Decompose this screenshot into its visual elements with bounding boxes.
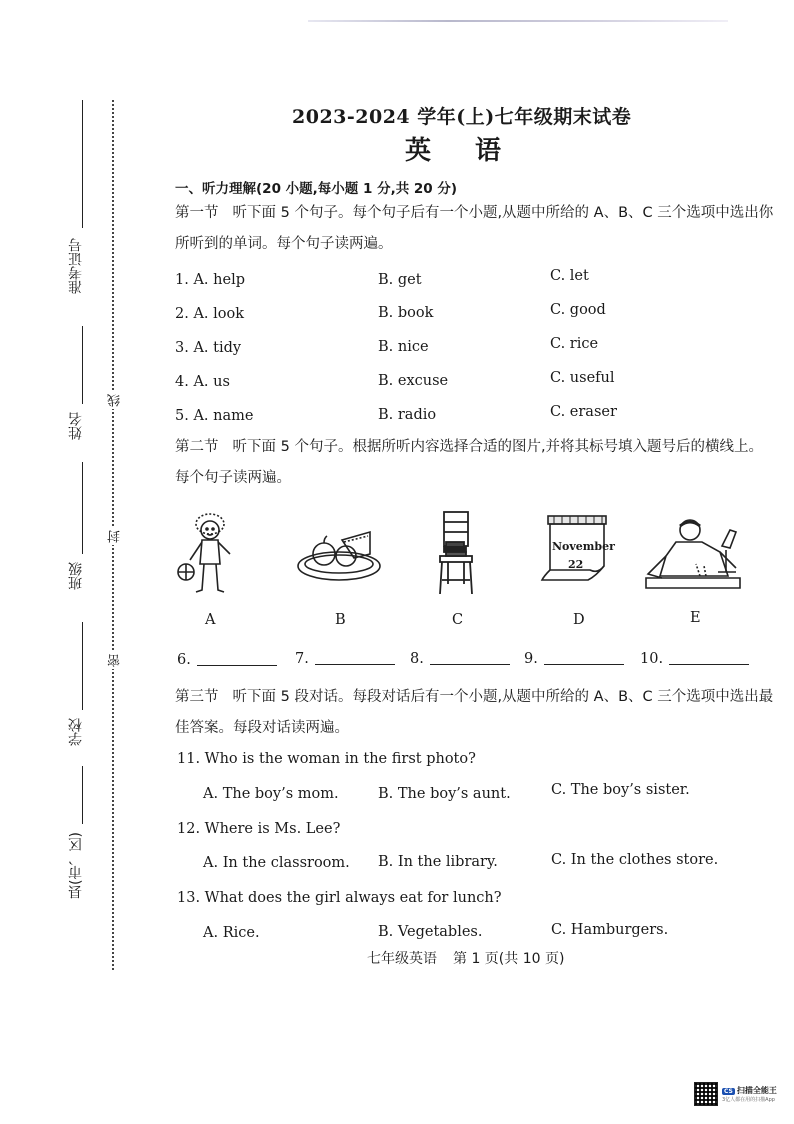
subject-title: 英语 bbox=[405, 136, 546, 166]
school-label: 学校 bbox=[68, 718, 84, 746]
item-3-c[interactable]: C. rice bbox=[550, 336, 599, 352]
class-label: 班级 bbox=[68, 562, 84, 590]
item-2-a[interactable] bbox=[175, 306, 244, 322]
section3-text: 听下面 5 段对话。每段对话后有一个小题,从题中所给的 A、B、C 三个选项中选出最佳答案。每段对话读两遍。 bbox=[175, 689, 774, 736]
blank-line bbox=[430, 664, 510, 665]
scanner-name-text: 扫描全能王 bbox=[736, 1086, 777, 1095]
blank-number: 7. bbox=[295, 651, 309, 667]
item-number: 2. bbox=[175, 306, 189, 322]
answer-blank-10[interactable] bbox=[640, 651, 749, 667]
scanner-logo-icon: CS bbox=[724, 1088, 733, 1095]
exam-id-label: 准考证号 bbox=[68, 238, 84, 294]
scanner-name bbox=[722, 1085, 777, 1096]
section2-text: 听下面 5 个句子。根据所听内容选择合适的图片,并将其标号填入题号后的横线上。每个句子读两遍。 bbox=[175, 439, 764, 486]
blank-number: 6. bbox=[177, 652, 191, 668]
class-blank[interactable] bbox=[82, 462, 83, 554]
item-5-a[interactable] bbox=[175, 408, 253, 424]
qr-code-icon bbox=[694, 1082, 718, 1106]
picture-a-label: A bbox=[205, 612, 216, 628]
option-a: A. tidy bbox=[193, 340, 242, 356]
section2-instruction bbox=[175, 432, 775, 494]
part1-heading: 一、听力理解(20 小题,每小题 1 分,共 20 分) bbox=[175, 181, 458, 197]
top-scan-line bbox=[308, 20, 728, 22]
item-4-c[interactable]: C. useful bbox=[550, 370, 615, 386]
option-a: A. us bbox=[193, 374, 230, 390]
item-1-a[interactable] bbox=[175, 272, 245, 288]
footer-page-number: 第 1 页(共 10 页) bbox=[453, 951, 565, 967]
item-4-b[interactable]: B. excuse bbox=[378, 373, 449, 389]
scanner-watermark bbox=[694, 1082, 777, 1106]
section3-instruction bbox=[175, 682, 775, 744]
question-12-option-b[interactable]: B. In the library. bbox=[378, 854, 498, 870]
question-12: 12. Where is Ms. Lee? bbox=[177, 821, 341, 837]
chair-with-books-icon bbox=[434, 510, 478, 596]
answer-blank-8[interactable] bbox=[410, 651, 510, 667]
exam-id-blank[interactable] bbox=[82, 100, 83, 228]
answer-blank-9[interactable] bbox=[524, 651, 624, 667]
item-1-c[interactable]: C. let bbox=[550, 268, 589, 284]
footer-subject: 七年级英语 bbox=[367, 951, 437, 967]
seal-char-secret: 密 bbox=[108, 654, 123, 667]
picture-d-label: D bbox=[573, 612, 585, 628]
item-number: 4. bbox=[175, 374, 189, 390]
seal-char-line: 线 bbox=[108, 394, 123, 407]
blank-number: 8. bbox=[410, 651, 424, 667]
section3-label: 第三节 bbox=[175, 689, 219, 705]
picture-e-label: E bbox=[690, 610, 701, 626]
item-3-b[interactable]: B. nice bbox=[378, 339, 429, 355]
scanner-text bbox=[722, 1085, 777, 1103]
question-12-option-c[interactable]: C. In the clothes store. bbox=[551, 852, 719, 868]
calendar-month: November bbox=[552, 540, 615, 553]
question-11-option-a[interactable]: A. The boy’s mom. bbox=[203, 786, 339, 802]
item-2-c[interactable]: C. good bbox=[550, 302, 606, 318]
blank-line bbox=[669, 664, 749, 665]
county-blank[interactable] bbox=[82, 766, 83, 824]
section1-label: 第一节 bbox=[175, 205, 219, 221]
item-number: 5. bbox=[175, 408, 189, 424]
county-label: 县(市、区) bbox=[68, 832, 84, 899]
question-11-option-c[interactable]: C. The boy’s sister. bbox=[551, 782, 690, 798]
item-4-a[interactable] bbox=[175, 374, 230, 390]
question-12-option-a[interactable]: A. In the classroom. bbox=[203, 855, 350, 871]
name-label: 姓名 bbox=[68, 412, 84, 440]
item-number: 1. bbox=[175, 272, 189, 288]
item-2-b[interactable]: B. book bbox=[378, 305, 434, 321]
seal-char-seal: 封 bbox=[108, 530, 123, 543]
question-11-option-b[interactable]: B. The boy’s aunt. bbox=[378, 786, 511, 802]
scanner-tagline: 3亿人都在用的扫描App bbox=[722, 1097, 775, 1103]
question-13-option-b[interactable]: B. Vegetables. bbox=[378, 924, 483, 940]
answer-blank-7[interactable] bbox=[295, 651, 395, 667]
blank-line bbox=[197, 665, 277, 666]
question-11: 11. Who is the woman in the first photo? bbox=[177, 751, 476, 767]
page-footer bbox=[367, 948, 580, 968]
section1-instruction bbox=[175, 198, 775, 260]
option-a: A. look bbox=[193, 306, 245, 322]
blank-line bbox=[315, 664, 395, 665]
calendar-icon bbox=[540, 514, 614, 582]
calendar-day: 22 bbox=[568, 558, 584, 571]
scientist-microscope-icon bbox=[640, 516, 744, 592]
question-13: 13. What does the girl always eat for lunch? bbox=[177, 890, 502, 906]
option-a: A. name bbox=[193, 408, 254, 424]
blank-line bbox=[544, 664, 624, 665]
school-blank[interactable] bbox=[82, 622, 83, 710]
exam-title: 2023-2024 学年(上)七年级期末试卷 bbox=[292, 106, 632, 128]
question-13-option-a[interactable]: A. Rice. bbox=[203, 925, 260, 941]
section2-label: 第二节 bbox=[175, 439, 219, 455]
blank-number: 9. bbox=[524, 651, 538, 667]
picture-b-label: B bbox=[335, 612, 346, 628]
option-a: A. help bbox=[193, 272, 245, 288]
item-3-a[interactable] bbox=[175, 340, 241, 356]
item-5-c[interactable]: C. eraser bbox=[550, 404, 617, 420]
picture-c-label: C bbox=[452, 612, 464, 628]
answer-blank-6[interactable] bbox=[177, 652, 277, 668]
blank-number: 10. bbox=[640, 651, 664, 667]
section1-text: 听下面 5 个句子。每个句子后有一个小题,从题中所给的 A、B、C 三个选项中选出你所听到的单词。每个句子读两遍。 bbox=[175, 205, 774, 252]
item-1-b[interactable]: B. get bbox=[378, 272, 422, 288]
question-13-option-c[interactable]: C. Hamburgers. bbox=[551, 922, 669, 938]
item-number: 3. bbox=[175, 340, 189, 356]
fruit-plate-icon bbox=[296, 520, 382, 584]
name-blank[interactable] bbox=[82, 326, 83, 404]
girl-with-ball-icon bbox=[172, 508, 244, 600]
item-5-b[interactable]: B. radio bbox=[378, 407, 437, 423]
